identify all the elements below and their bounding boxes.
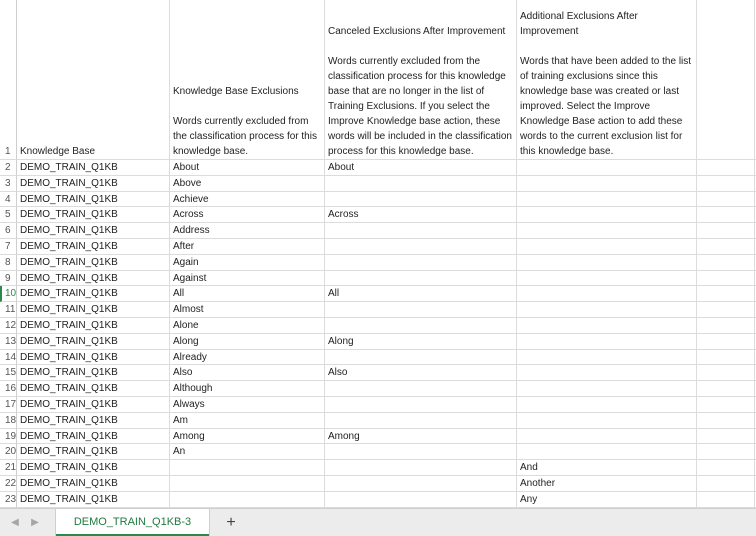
cell-exclusion[interactable]: Already bbox=[170, 350, 325, 366]
row-number[interactable]: 4 bbox=[0, 192, 17, 208]
empty-cell[interactable] bbox=[697, 397, 755, 413]
cell-canceled-exclusion[interactable] bbox=[325, 460, 517, 476]
cell-additional-exclusion[interactable] bbox=[517, 350, 697, 366]
row-number[interactable]: 9 bbox=[0, 271, 17, 287]
cell-additional-exclusion[interactable] bbox=[517, 302, 697, 318]
cell-knowledge-base[interactable]: DEMO_TRAIN_Q1KB bbox=[17, 239, 170, 255]
cell-additional-exclusion[interactable] bbox=[517, 176, 697, 192]
empty-cell[interactable] bbox=[697, 0, 755, 160]
empty-cell[interactable] bbox=[697, 381, 755, 397]
cell-exclusion[interactable]: Against bbox=[170, 271, 325, 287]
cell-knowledge-base[interactable]: DEMO_TRAIN_Q1KB bbox=[17, 176, 170, 192]
cell-exclusion[interactable]: Across bbox=[170, 207, 325, 223]
cell-knowledge-base[interactable]: DEMO_TRAIN_Q1KB bbox=[17, 492, 170, 508]
empty-cell[interactable] bbox=[697, 334, 755, 350]
cell-knowledge-base[interactable]: DEMO_TRAIN_Q1KB bbox=[17, 271, 170, 287]
cell-canceled-exclusion[interactable]: All bbox=[325, 286, 517, 302]
cell-additional-exclusion[interactable] bbox=[517, 318, 697, 334]
empty-cell[interactable] bbox=[697, 176, 755, 192]
cell-additional-exclusion[interactable]: And bbox=[517, 460, 697, 476]
cell-canceled-exclusion[interactable]: Across bbox=[325, 207, 517, 223]
sheet-tab-bar bbox=[0, 508, 756, 536]
cell-knowledge-base[interactable]: DEMO_TRAIN_Q1KB bbox=[17, 350, 170, 366]
header-canceled-exclusions[interactable] bbox=[325, 0, 517, 160]
cell-exclusion[interactable]: Address bbox=[170, 223, 325, 239]
empty-cell[interactable] bbox=[697, 302, 755, 318]
cell-knowledge-base[interactable]: DEMO_TRAIN_Q1KB bbox=[17, 334, 170, 350]
cell-canceled-exclusion[interactable] bbox=[325, 476, 517, 492]
cell-canceled-exclusion[interactable] bbox=[325, 302, 517, 318]
cell-exclusion[interactable]: Am bbox=[170, 413, 325, 429]
header-title: Knowledge Base Exclusions bbox=[173, 86, 299, 97]
row-number[interactable]: 2 bbox=[0, 160, 17, 176]
cell-canceled-exclusion[interactable]: Along bbox=[325, 334, 517, 350]
cell-knowledge-base[interactable]: DEMO_TRAIN_Q1KB bbox=[17, 413, 170, 429]
row-number[interactable]: 22 bbox=[0, 476, 17, 492]
cell-knowledge-base[interactable]: DEMO_TRAIN_Q1KB bbox=[17, 365, 170, 381]
empty-cell[interactable] bbox=[697, 476, 755, 492]
cell-knowledge-base[interactable]: DEMO_TRAIN_Q1KB bbox=[17, 381, 170, 397]
cell-additional-exclusion[interactable] bbox=[517, 271, 697, 287]
empty-cell[interactable] bbox=[697, 365, 755, 381]
cell-additional-exclusion[interactable] bbox=[517, 192, 697, 208]
cell-exclusion[interactable]: After bbox=[170, 239, 325, 255]
cell-knowledge-base[interactable]: DEMO_TRAIN_Q1KB bbox=[17, 255, 170, 271]
empty-cell[interactable] bbox=[697, 223, 755, 239]
cell-knowledge-base[interactable]: DEMO_TRAIN_Q1KB bbox=[17, 207, 170, 223]
cell-exclusion[interactable]: Also bbox=[170, 365, 325, 381]
cell-canceled-exclusion[interactable] bbox=[325, 492, 517, 508]
cell-canceled-exclusion[interactable] bbox=[325, 350, 517, 366]
cell-knowledge-base[interactable]: DEMO_TRAIN_Q1KB bbox=[17, 476, 170, 492]
cell-additional-exclusion[interactable] bbox=[517, 239, 697, 255]
row-number[interactable]: 3 bbox=[0, 176, 17, 192]
header-title: Canceled Exclusions After Improvement bbox=[328, 26, 506, 37]
cell-additional-exclusion[interactable] bbox=[517, 286, 697, 302]
header-title: Additional Exclusions After Improvement bbox=[520, 11, 638, 37]
cell-additional-exclusion[interactable] bbox=[517, 397, 697, 413]
triangle-right-icon[interactable]: ▶ bbox=[31, 517, 39, 528]
cell-additional-exclusion[interactable] bbox=[517, 160, 697, 176]
empty-cell[interactable] bbox=[697, 318, 755, 334]
cell-canceled-exclusion[interactable]: Among bbox=[325, 429, 517, 445]
empty-cell[interactable] bbox=[697, 429, 755, 445]
cell-canceled-exclusion[interactable]: About bbox=[325, 160, 517, 176]
cell-exclusion[interactable]: Achieve bbox=[170, 192, 325, 208]
cell-additional-exclusion[interactable] bbox=[517, 381, 697, 397]
cell-canceled-exclusion[interactable] bbox=[325, 223, 517, 239]
cell-canceled-exclusion[interactable] bbox=[325, 271, 517, 287]
header-description: Words currently excluded from the classification process for this knowledge base that are no longer in the list of Training Exclusions. If you select the Improve Knowledge base action, these words will be included in the classification process for this knowledge base. bbox=[328, 56, 512, 157]
cell-additional-exclusion[interactable] bbox=[517, 334, 697, 350]
header-knowledge-base[interactable]: Knowledge Base bbox=[17, 0, 170, 160]
cell-exclusion[interactable]: An bbox=[170, 444, 325, 460]
row-number[interactable]: 7 bbox=[0, 239, 17, 255]
header-description: Words currently excluded from the classification process for this knowledge base. bbox=[173, 116, 317, 157]
cell-canceled-exclusion[interactable] bbox=[325, 255, 517, 271]
cell-knowledge-base[interactable]: DEMO_TRAIN_Q1KB bbox=[17, 318, 170, 334]
cell-exclusion[interactable]: About bbox=[170, 160, 325, 176]
cell-canceled-exclusion[interactable]: Also bbox=[325, 365, 517, 381]
header-additional-exclusions[interactable] bbox=[517, 0, 697, 160]
cell-exclusion[interactable]: Among bbox=[170, 429, 325, 445]
empty-cell[interactable] bbox=[697, 286, 755, 302]
cell-canceled-exclusion[interactable] bbox=[325, 381, 517, 397]
cell-knowledge-base[interactable]: DEMO_TRAIN_Q1KB bbox=[17, 397, 170, 413]
row-number[interactable]: 16 bbox=[0, 381, 17, 397]
empty-cell[interactable] bbox=[697, 413, 755, 429]
cell-additional-exclusion[interactable] bbox=[517, 223, 697, 239]
cell-exclusion[interactable]: Along bbox=[170, 334, 325, 350]
cell-additional-exclusion[interactable] bbox=[517, 413, 697, 429]
cell-canceled-exclusion[interactable] bbox=[325, 397, 517, 413]
cell-additional-exclusion[interactable] bbox=[517, 365, 697, 381]
row-number[interactable]: 14 bbox=[0, 350, 17, 366]
header-description: Words that have been added to the list of training exclusions since this knowledge base was created or last improved. Select the Improve Knowledge Base action to add these words to the current exclusion list for this knowledge base. bbox=[520, 56, 692, 157]
cell-additional-exclusion[interactable] bbox=[517, 207, 697, 223]
cell-additional-exclusion[interactable] bbox=[517, 429, 697, 445]
empty-cell[interactable] bbox=[697, 492, 755, 508]
cell-exclusion[interactable]: All bbox=[170, 286, 325, 302]
cell-exclusion[interactable]: Again bbox=[170, 255, 325, 271]
empty-cell[interactable] bbox=[697, 239, 755, 255]
empty-cell[interactable] bbox=[697, 207, 755, 223]
cell-exclusion[interactable] bbox=[170, 476, 325, 492]
cell-canceled-exclusion[interactable] bbox=[325, 444, 517, 460]
empty-cell[interactable] bbox=[697, 160, 755, 176]
row-number[interactable]: 8 bbox=[0, 255, 17, 271]
empty-cell[interactable] bbox=[697, 444, 755, 460]
cell-knowledge-base[interactable]: DEMO_TRAIN_Q1KB bbox=[17, 286, 170, 302]
row-number[interactable]: 10 bbox=[0, 286, 17, 302]
row-number[interactable]: 23 bbox=[0, 492, 17, 508]
cell-canceled-exclusion[interactable] bbox=[325, 413, 517, 429]
cell-exclusion[interactable]: Always bbox=[170, 397, 325, 413]
header-knowledge-base-exclusions[interactable] bbox=[170, 0, 325, 160]
cell-additional-exclusion[interactable] bbox=[517, 255, 697, 271]
empty-cell[interactable] bbox=[697, 460, 755, 476]
add-sheet-button[interactable]: + bbox=[226, 514, 236, 531]
cell-canceled-exclusion[interactable] bbox=[325, 239, 517, 255]
cell-knowledge-base[interactable]: DEMO_TRAIN_Q1KB bbox=[17, 302, 170, 318]
empty-cell[interactable] bbox=[697, 350, 755, 366]
cell-knowledge-base[interactable]: DEMO_TRAIN_Q1KB bbox=[17, 160, 170, 176]
cell-exclusion[interactable]: Alone bbox=[170, 318, 325, 334]
row-number[interactable]: 20 bbox=[0, 444, 17, 460]
cell-additional-exclusion[interactable] bbox=[517, 444, 697, 460]
row-number[interactable]: 6 bbox=[0, 223, 17, 239]
cell-knowledge-base[interactable]: DEMO_TRAIN_Q1KB bbox=[17, 460, 170, 476]
row-number[interactable]: 18 bbox=[0, 413, 17, 429]
empty-cell[interactable] bbox=[697, 192, 755, 208]
cell-additional-exclusion[interactable]: Any bbox=[517, 492, 697, 508]
row-number[interactable]: 21 bbox=[0, 460, 17, 476]
row-number[interactable]: 19 bbox=[0, 429, 17, 445]
cell-canceled-exclusion[interactable] bbox=[325, 192, 517, 208]
empty-cell[interactable] bbox=[697, 255, 755, 271]
row-number[interactable]: 15 bbox=[0, 365, 17, 381]
sheet-tab-active[interactable]: DEMO_TRAIN_Q1KB-3 bbox=[55, 509, 210, 536]
row-number[interactable]: 17 bbox=[0, 397, 17, 413]
row-number[interactable]: 12 bbox=[0, 318, 17, 334]
cell-exclusion[interactable]: Although bbox=[170, 381, 325, 397]
empty-cell[interactable] bbox=[697, 271, 755, 287]
cell-canceled-exclusion[interactable] bbox=[325, 176, 517, 192]
cell-exclusion[interactable]: Almost bbox=[170, 302, 325, 318]
cell-exclusion[interactable] bbox=[170, 460, 325, 476]
cell-canceled-exclusion[interactable] bbox=[325, 318, 517, 334]
row-number[interactable]: 5 bbox=[0, 207, 17, 223]
cell-knowledge-base[interactable]: DEMO_TRAIN_Q1KB bbox=[17, 223, 170, 239]
cell-exclusion[interactable] bbox=[170, 492, 325, 508]
cell-additional-exclusion[interactable]: Another bbox=[517, 476, 697, 492]
cell-knowledge-base[interactable]: DEMO_TRAIN_Q1KB bbox=[17, 444, 170, 460]
row-number[interactable]: 11 bbox=[0, 302, 17, 318]
triangle-left-icon[interactable]: ◀ bbox=[11, 517, 19, 528]
row-number[interactable]: 13 bbox=[0, 334, 17, 350]
cell-knowledge-base[interactable]: DEMO_TRAIN_Q1KB bbox=[17, 429, 170, 445]
cell-knowledge-base[interactable]: DEMO_TRAIN_Q1KB bbox=[17, 192, 170, 208]
row-number[interactable]: 1 bbox=[0, 0, 17, 160]
cell-exclusion[interactable]: Above bbox=[170, 176, 325, 192]
